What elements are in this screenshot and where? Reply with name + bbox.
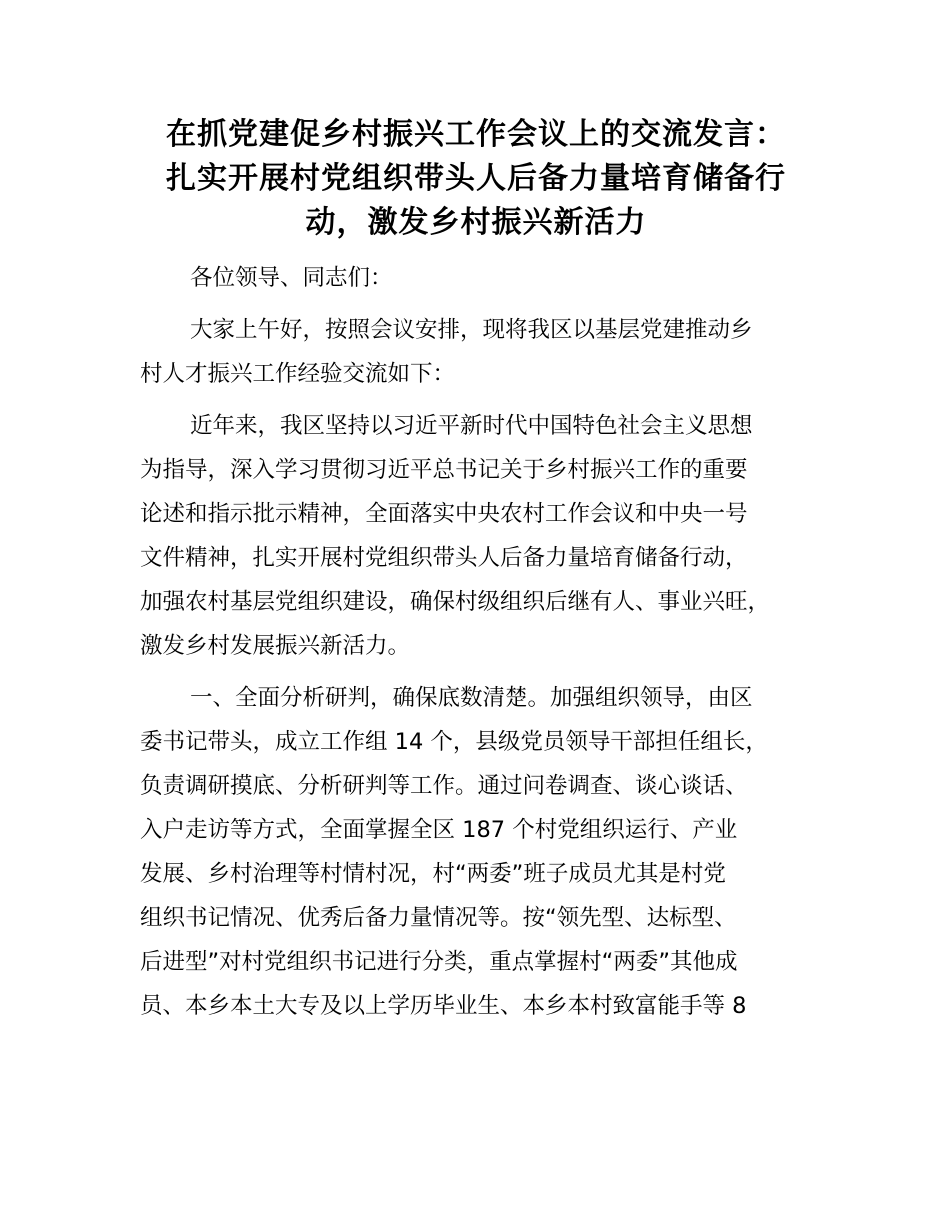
text-line: 加强农村基层党组织建设，确保村级组织后继有人、事业兴旺， bbox=[140, 589, 771, 615]
text-line: 为指导，深入学习贯彻习近平总书记关于乡村振兴工作的重要 bbox=[140, 457, 748, 483]
text-line: 文件精神，扎实开展村党组织带头人后备力量培育储备行动， bbox=[140, 545, 748, 571]
text-line: 村人才振兴工作经验交流如下： bbox=[140, 361, 456, 387]
document-body bbox=[140, 256, 830, 1036]
text-line: 员、本乡本土大专及以上学历毕业生、本乡本村致富能手等 8 bbox=[140, 993, 747, 1019]
text-line: 入户走访等方式，全面掌握全区 187 个村党组织运行、产业 bbox=[140, 817, 738, 843]
text-line: 近年来，我区坚持以习近平新时代中国特色社会主义思想 bbox=[190, 413, 753, 439]
text-line: 大家上午好，按照会议安排，现将我区以基层党建推动乡 bbox=[190, 317, 753, 343]
document-title bbox=[140, 113, 812, 245]
greeting-paragraph bbox=[140, 308, 830, 396]
section-one-paragraph bbox=[140, 676, 830, 1028]
title-line: 动，激发乡村振兴新活力 bbox=[305, 205, 647, 240]
text-line: 组织书记情况、优秀后备力量情况等。按“领先型、达标型、 bbox=[140, 905, 737, 931]
text-line: 委书记带头，成立工作组 14 个，县级党员领导干部担任组长， bbox=[140, 729, 768, 755]
text-line: 发展、乡村治理等村情村况，村“两委”班子成员尤其是村党 bbox=[140, 861, 726, 887]
text-line: 论述和指示批示精神，全面落实中央农村工作会议和中央一号 bbox=[140, 501, 748, 527]
text-line: 负责调研摸底、分析研判等工作。通过问卷调查、谈心谈话、 bbox=[140, 773, 748, 799]
intro-paragraph bbox=[140, 404, 830, 668]
title-line: 在抓党建促乡村振兴工作会议上的交流发言： bbox=[166, 117, 786, 152]
salutation-paragraph bbox=[140, 256, 830, 300]
text-line: 一、全面分析研判，确保底数清楚。加强组织领导，由区 bbox=[190, 685, 753, 711]
text-line: 激发乡村发展振兴新活力。 bbox=[140, 633, 411, 659]
text-line: 各位领导、同志们： bbox=[190, 265, 393, 291]
title-line: 扎实开展村党组织带头人后备力量培育储备行 bbox=[166, 161, 786, 196]
text-line: 后进型”对村党组织书记进行分类，重点掌握村“两委”其他成 bbox=[140, 949, 738, 975]
